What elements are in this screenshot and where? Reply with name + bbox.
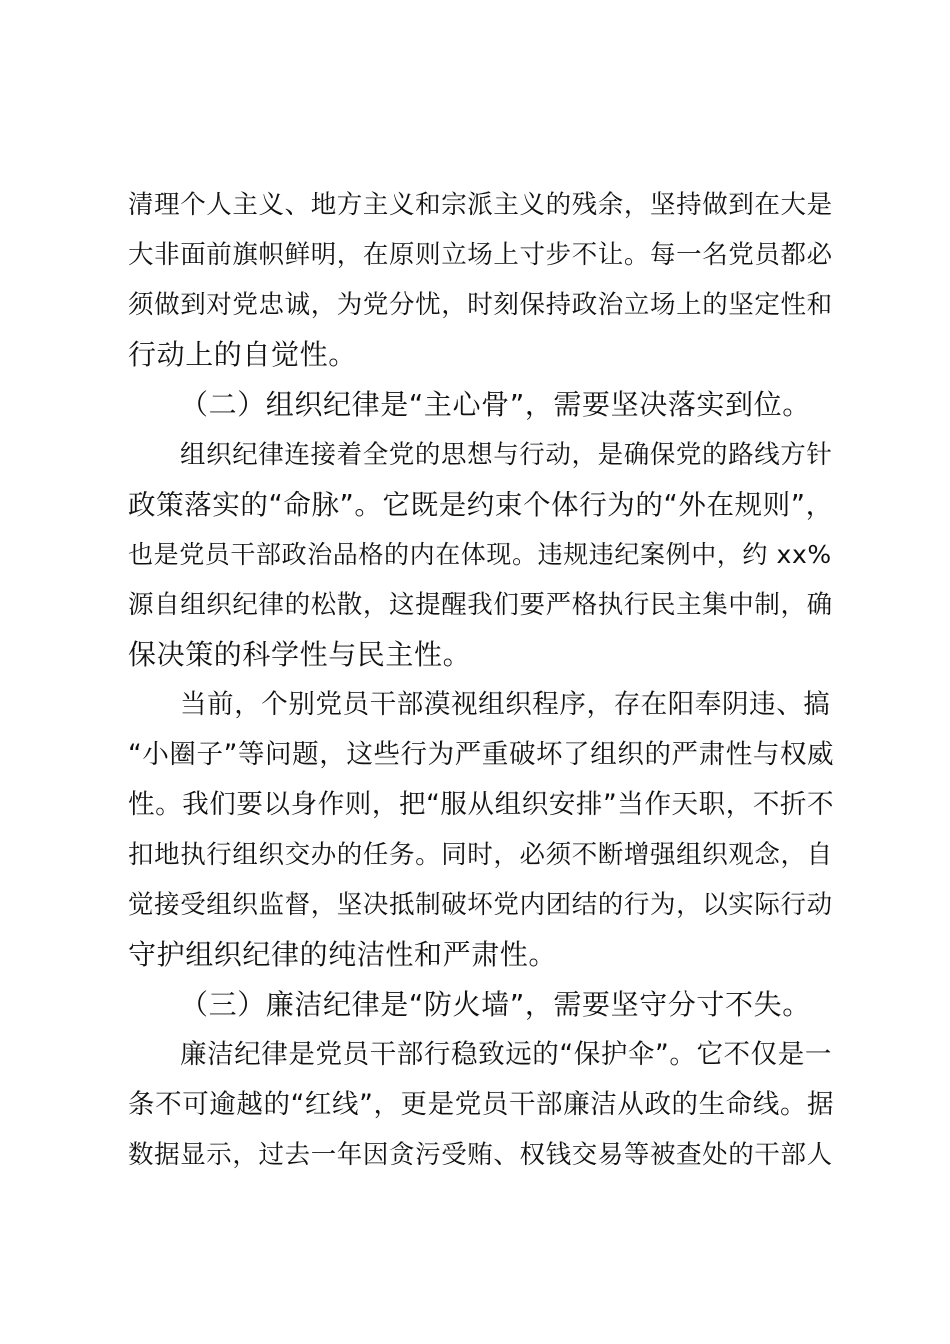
text-line: 政策落实的“命脉”。它既是约束个体行为的“外在规则”，	[128, 489, 834, 521]
text-line: 数据显示，过去一年因贪污受贿、权钱交易等被查处的干部人	[128, 1140, 833, 1170]
text-line: 须做到对党忠诚，为党分忧，时刻保持政治立场上的坚定性和	[128, 290, 833, 320]
text-line: 觉接受组织监督，坚决抵制破坏党内团结的行为，以实际行动	[128, 890, 833, 920]
text-line: 条不可逾越的“红线”，更是党员干部廉洁从政的生命线。据	[128, 1089, 835, 1120]
text-line: 大非面前旗帜鲜明，在原则立场上寸步不让。每一名党员都必	[128, 240, 833, 270]
text-line: 保决策的科学性与民主性。	[128, 638, 472, 671]
text-line: 也是党员干部政治品格的内在体现。违规违纪案例中，约 xx%	[128, 540, 832, 569]
text-line: 清理个人主义、地方主义和宗派主义的残余，坚持做到在大是	[128, 190, 833, 220]
paragraph-first-line: 廉洁纪律是党员干部行稳致远的“保护伞”。它不仅是一	[180, 1039, 832, 1070]
text-line: 性。我们要以身作则，把“服从组织安排”当作天职，不折不	[128, 789, 835, 820]
paragraph-first-line: 组织纪律连接着全党的思想与行动，是确保党的路线方针	[180, 440, 833, 470]
text-line: 行动上的自觉性。	[128, 338, 357, 371]
text-line: 守护组织纪律的纯洁性和严肃性。	[128, 938, 558, 971]
text-line: “小圈子”等问题，这些行为严重破坏了组织的严肃性与权威	[128, 739, 835, 770]
section-heading: （二）组织纪律是“主心骨”，需要坚决落实到位。	[180, 388, 811, 421]
text-line: 源自组织纪律的松散，这提醒我们要严格执行民主集中制，确	[128, 590, 833, 620]
paragraph-first-line: 当前，个别党员干部漠视组织程序，存在阳奉阴违、搞	[180, 689, 831, 720]
text-line: 扣地执行组织交办的任务。同时，必须不断增强组织观念，自	[128, 840, 833, 870]
section-heading: （三）廉洁纪律是“防火墙”，需要坚守分寸不失。	[180, 988, 811, 1021]
